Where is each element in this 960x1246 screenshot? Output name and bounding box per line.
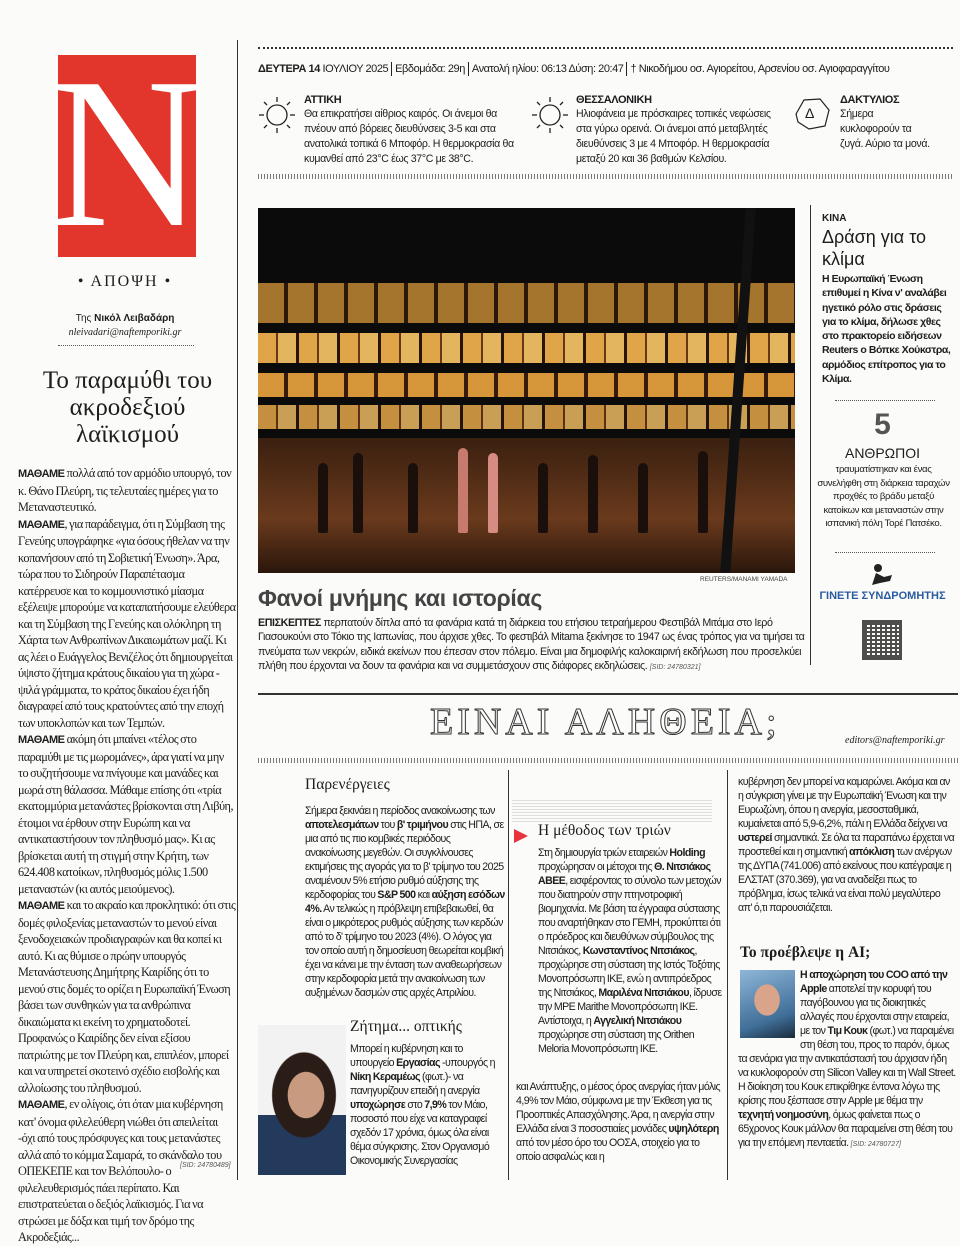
text-run: από τον μέσο όρο του ΟΟΣΑ, στοιχείο για το οποίο ασφαλώς και η xyxy=(516,1137,700,1163)
stat-label: ΑΝΘΡΩΠΟΙ xyxy=(844,445,921,461)
text-run: , για παράδειγμα, ότι η Σύμβαση της Γενεύης υπογράφηκε «για όσους ήθελαν να την κοπανήσουν από τη Σοβιετική Ένωση». Άρα, τώρα που το Σιδηρούν Παραπέτασμα κατέρρευσε και το κομμουνιστικό μίασμα εξέλειψε μπορούμε να καταπατήσουμε ελεύθερα και τη Σύμβαση της Γενεύης και ολόκληρη τη Χάρτα των Ανθρωπίνων Δικαιωμάτων μαζί. Κι ας λέει ο Ευάγγελος Βενιζέλος ότι δημιουργείται ύψιστο ζήτημα κράτους δικαίου για τη χώρα - ψιλά γράμματα, το κράτος δικαίου έχει ήδη διαγραφεί από τους κρατούντες από την εποχή των υποκλοπών και των Τεμπών. xyxy=(18,516,236,730)
subscribe-link[interactable]: ΓΙΝΕΤΕ ΣΥΝΔΡΟΜΗΤΗΣ xyxy=(819,590,946,602)
text-run: ακόμη ότι μπαίνει «τέλος στο παραμύθι με τις μωρομάνες», άρα γιατί να μην το συζητήσουμε να πνίγουμε και μανάδες και μωρά στη θάλασσα. Μάθαμε επίσης ότι «τρία εκατομμύρια μετανάστες βρίσκονται στη Λιβύη, έτοιμοι να έρθουν στην Ευρώπη και να αντικαταστήσουν τον πληθυσμό μας». Κι ας βρίσκεται αυτή τη στιγμή στην Κρήτη, των 624.408 κατοίκων, πληθυσμός μόλις 1.500 μεταναστών (κι αυτός μειούμενος). xyxy=(18,732,234,896)
story-id: [SID: 24780321] xyxy=(649,663,701,671)
weather-region: ΔΑΚΤΥΛΙΟΣ xyxy=(840,94,900,106)
text-run: , προχώρησε στη σύσταση της Ιστός Τοξότης Μονοπρόσωπη ΙΚΕ, ενώ η αντιπρόεδρος της Νιτσιάκος, xyxy=(538,945,720,999)
photo-credit: REUTERS/MANAMI YAMADA xyxy=(700,576,788,583)
sidebar-text: Η Ευρωπαϊκή Ένωση επιθυμεί η Κίνα ν' αναλάβει ηγετικό ρόλο στις δράσεις για το κλίμα, δήλωσε χθες στο πρακτορείο ειδήσεων Reuters ο Βόπκε Χούκστρα, αρμόδιος επίτροπος για το Κλίμα. xyxy=(822,273,951,386)
text-run: β' τριμήνου xyxy=(396,819,449,831)
section-rule xyxy=(258,693,958,695)
sun-times: Ανατολή ηλίου: 06:13 Δύση: 20:47 xyxy=(471,62,624,75)
paragraph xyxy=(18,465,236,516)
reader-icon xyxy=(870,563,894,587)
text-run: προχώρησε στη σύσταση της Orithen Meloria Μονοπρόσωπη ΙΚΕ. xyxy=(538,1029,695,1055)
dateline xyxy=(258,62,958,76)
text-run: στις ΗΠΑ, σε μια από τις πιο κομβικές περιόδους ανακοίνωσης μεγεθών. Οι συγκλίνουσες εκτιμήσεις της αγοράς για το β' τρίμηνο του 2025 αναμένουν 5% ετήσιο ρυθμό αύξησης της κερδοφορίας του xyxy=(305,819,504,901)
stat-number: 5 xyxy=(874,408,891,441)
byline xyxy=(0,313,250,324)
stat-text: τραυματίστηκαν και ένας συνελήφθη στη διάρκεια ταραχών προχθές το βράδυ μεταξύ κατοίκων και μεταναστών στην ισπανική πόλη Τορέ Πατσέκο. xyxy=(817,464,950,529)
text-run: Μαριλένα Νιτσιάκου xyxy=(598,987,689,999)
divider xyxy=(835,552,935,553)
item-body xyxy=(350,1042,506,1168)
divider xyxy=(258,174,953,179)
weather-thessaloniki xyxy=(576,94,784,167)
text-run: Νίκη Κεραμέως xyxy=(350,1071,420,1083)
paragraph xyxy=(18,897,236,1096)
item-body-continued xyxy=(738,775,956,915)
text-run: αύξηση εσόδων 4%. xyxy=(305,889,505,915)
newspaper-logo xyxy=(49,32,205,272)
caption-lead: ΕΠΙΣΚΕΠΤΕΣ xyxy=(258,617,321,629)
column-divider xyxy=(237,40,238,1180)
item-title: Το προέβλεψε η AI; xyxy=(740,944,871,961)
editors-email[interactable]: editors@naftemporiki.gr xyxy=(845,735,945,746)
text-run: ΜΑΘΑΜΕ xyxy=(18,1099,65,1111)
column-divider xyxy=(810,205,811,665)
text-run: Αγγελική Νιτσιάκου xyxy=(593,1015,682,1027)
ring-symbol: Δ xyxy=(805,105,815,121)
week: Εβδομάδα: 29η xyxy=(395,62,465,75)
sidebar-kicker: ΚΙΝΑ xyxy=(822,213,847,224)
text-run: και Ανάπτυξης, ο μέσος όρος ανεργίας ήταν μόλις 4,9% τον Μάιο, σύμφωνα με την Έκθεση για τις Προοπτικές Απασχόλησης. Άρα, η ανεργία στην Ελλάδα είναι 3 ποσοστιαίες μονάδες xyxy=(516,1081,721,1135)
text-run: τον Μάιο, ποσοστό που είχε να καταγραφεί σχεδόν 17 χρόνια, όμως όλα είναι θέμα σύγκρισης. Στον Οργανισμό Οικονομικής Συνεργασίας xyxy=(350,1099,490,1167)
sun-icon xyxy=(530,95,570,135)
weather-ring xyxy=(840,94,935,152)
text-run: Τιμ Κουκ xyxy=(827,1025,868,1037)
text-run: Σήμερα ξεκινάει η περίοδος ανακοίνωσης των xyxy=(305,805,495,817)
text-run: στο xyxy=(405,1099,425,1111)
text-run: αποτελεί την κορυφή του παγόβουνου για τις διοικητικές αλλαγές που έρχονται στην εταιρεία, με τον xyxy=(800,983,950,1037)
text-run: υποχώρησε xyxy=(350,1099,406,1111)
top-rule xyxy=(258,47,953,49)
story-id: [SID: 24780489] xyxy=(180,1162,231,1169)
weather-text: Ηλιοφάνεια με πρόσκαιρες τοπικές νεφώσεις στα γύρω ορεινά. Οι άνεμοι από μεταβλητές διευθύνσεις 3 με 4 Μποφόρ. Η θερμοκρασία μεταξύ 20 και 36 βαθμών Κελσίου. xyxy=(576,108,771,165)
traffic-ring-icon xyxy=(792,96,832,132)
qr-code[interactable] xyxy=(862,620,902,660)
text-run: ΜΑΘΑΜΕ xyxy=(18,734,65,746)
text-run: Εργασίας xyxy=(396,1057,440,1069)
sidebar-title: Δράση για το κλίμα xyxy=(822,227,927,269)
item-title: Ζήτημα... οπτικής xyxy=(350,1018,462,1035)
section-label: • ΑΠΟΨΗ • xyxy=(77,273,173,290)
text-run: υστερεί xyxy=(738,832,772,844)
weather-region: ΑΤΤΙΚΗ xyxy=(304,94,342,106)
section-title: ΕΙΝΑΙ ΑΛΗΘΕΙΑ; xyxy=(430,701,781,743)
paragraph xyxy=(18,1096,236,1246)
text-run: Κωνσταντίνος Νιτσιάκος xyxy=(582,945,695,957)
author-name: Νικόλ Λειβαδάρη xyxy=(94,313,175,324)
text-run: ΜΑΘΑΜΕ xyxy=(18,518,65,531)
weather-region: ΘΕΣΣΑΛΟΝΙΚΗ xyxy=(576,94,652,106)
opinion-body xyxy=(18,465,236,1246)
pattern xyxy=(512,800,712,822)
arrow-marker-icon xyxy=(514,829,528,843)
text-run: ΜΑΘΑΜΕ xyxy=(18,900,65,912)
item-title: Η μέθοδος των τριών xyxy=(538,822,671,839)
photo-story-title: Φανοί μνήμης και ιστορίας xyxy=(258,585,543,611)
caption-text: περπατούν δίπλα από τα φανάρια κατά τη διάρκεια του ετήσιου τετραήμερου Φεστιβάλ Μιτάμα στο Ιερό Γιασουκούνι στο Τόκιο της Ιαπωνίας, που άρχισε χθες. Το φεστιβάλ Mitama ξεκίνησε το 1947 ως ένας τρόπος για να τιμήσει τα πνεύματα των νεκρών, ειδικά εκείνων που έπεσαν στον πόλεμο. Είναι μια δημοφιλής καλοκαιρινή εκδήλωση που προσελκύει πλήθη που έρχονται να δουν τα φανάρια και να συμμετάσχουν στις διάφορες εκδηλώσεις. xyxy=(258,617,805,672)
item-body xyxy=(538,846,722,1056)
column-divider xyxy=(508,770,509,1180)
divider xyxy=(835,400,935,401)
text-run: S&P 500 xyxy=(377,889,416,901)
lantern-festival-photo xyxy=(258,208,795,573)
day: ΔΕΥΤΕΡΑ 14 xyxy=(258,62,320,75)
text-run: Αν τελικώς η πρόβλεψη επιβεβαιωθεί, θα είναι ο μικρότερος ρυθμός αύξησης των κερδών από το δ' τρίμηνο του 2023 (4%). Ο λόγος για τον οποίο αυτή η δημοσίευση θεωρείται κομβική έχει να κάνει με την ένταση των αναθεωρήσεων στην κερδοφορία μετά την ανακοίνωση των αυξημένων δασμών στις αρχές Απριλίου. xyxy=(305,903,504,999)
item-title: Παρενέργειες xyxy=(305,776,390,793)
text-run: Μπορεί η κυβέρνηση και το υπουργείο xyxy=(350,1043,463,1069)
byline-prefix: Της xyxy=(75,313,95,324)
text-run: προχώρησαν οι μέτοχοι της xyxy=(538,861,655,873)
divider xyxy=(58,345,194,346)
text-run: (φωτ.)- να πανηγυρίζουν επειδή η ανεργία xyxy=(350,1071,480,1097)
text-run: του xyxy=(378,819,397,831)
text-run: Θ. Νιτσιάκος ΑΒΕΕ xyxy=(538,861,711,887)
text-run: και xyxy=(415,889,432,901)
logo-letter: N xyxy=(49,32,205,272)
item-body xyxy=(738,968,956,1152)
text-run: αποτελεσμάτων xyxy=(305,819,379,831)
text-run: κυβέρνηση δεν μπορεί να καμαρώνει. Ακόμα και αν η σύγκριση γίνει με την Ευρωπαϊκή Ένωση και την Ευρωζώνη, όπου η ανεργία, μεσοσταθμικά, κυμαίνεται από 5,9-6,2%, πάλι η Ελλάδα δείχνει να xyxy=(738,776,950,830)
text-run: (φωτ.) να παραμένει στη θέση του, προς το παρόν, όμως τα σενάρια για την αντικατάστασή του άρχισαν ήδη να κυκλοφορούν στη Silicon Valley και τη Wall Street. Η διοίκηση του Κουκ επικρίθηκε έντονα λόγω της κρίσης που ξέσπασε στην Apple με θέμα την xyxy=(738,1025,956,1107)
text-run: , ίδρυσε την ΜΡΕ Marithe Μονοπρόσωπη ΙΚΕ. Αντίστοιχα, η xyxy=(538,987,722,1027)
text-run: , εισφέροντας το σύνολο των μετοχών που διατηρούν στην πτηνοτροφική βιομηχανία. Με βάση τα έγγραφα σύστασης που αναρτήθηκαν στο ΓΕΜΗ, προκύπτει ότι ο πρόεδρος και διευθύνων σύμβουλος της Νιτσιάκος, xyxy=(538,875,722,957)
text-run: τεχνητή νοημοσύνη xyxy=(738,1109,829,1121)
item-body xyxy=(305,804,505,1000)
weather-attica xyxy=(304,94,516,167)
text-run: των ανέργων της ΔΥΠΑ (741.006) από εκείνους που κατέγραψε η ΕΛΣΤΑΤ (370.369), για να αναδείξει πως το πρόβλημα, ίσως τελικά να είναι πολύ μεγαλύτερο απ' ό,τι παρουσιάζεται. xyxy=(738,846,952,914)
text-run: 7,9% xyxy=(424,1099,447,1111)
author-email[interactable]: nleivadari@naftemporiki.gr xyxy=(68,327,182,338)
text-run: ΜΑΘΑΜΕ xyxy=(18,468,65,480)
column-divider xyxy=(727,770,728,1180)
story-id: [SID: 24780727] xyxy=(850,1141,901,1148)
paragraph xyxy=(18,516,236,732)
text-run: και το ακραίο και προκλητικό: ότι στις δομές φιλοξενίας μεταναστών το μενού είναι ξενοδοχειακών προδιαγραφών και θα κοπεί κι αυτό. Κι ας θύμισε ο πρώην υπουργός Μετανάστευσης Δημήτρης Καιρίδης ότι το μενού στις δομές το ορίζει η Ευρωπαϊκή Ένωση βάσει των συνθηκών για τα ανθρώπινα δικαιώματα κι εκείνη το χρηματοδοτεί. Προφανώς ο Καιρίδης δεν είναι εξίσου πατριώτης με τον Πλεύρη και, επιπλέον, μπορεί και να υπηρετεί σκοτεινό σχέδιο εισβολής και αλλοίωσης του πληθυσμού. xyxy=(18,898,236,1095)
weather-text: Σήμερα κυκλοφορούν τα ζυγά. Αύριο τα μονά. xyxy=(840,108,930,150)
text-run: -υπουργός η xyxy=(439,1057,495,1069)
text-run: Holding xyxy=(669,847,705,859)
weather-text: Θα επικρατήσει αίθριος καιρός. Οι άνεμοι θα πνέουν από βόρειες διευθύνσεις 3-5 και στα ανατολικά τοπικά 6 Μποφόρ. Η θερμοκρασία θα κυμανθεί από 23°C έως 37°C με 38°C. xyxy=(304,108,514,165)
optics-text xyxy=(350,1043,495,1167)
text-run: , όμως φαίνεται πως ο 65χρονος Κουκ μάλλον θα παραμείνει στη θέση του για την επόμενη πενταετία. xyxy=(738,1109,953,1149)
text-run: σημαντικά. Σε όλα τα παραπάνω έρχεται να προστεθεί και η σημαντική xyxy=(738,832,955,858)
text-run: πολλά από τον αρμόδιο υπουργό, τον κ. Θάνο Πλεύρη, τις τελευταίες ημέρες για το Μεταναστευτικό. xyxy=(18,466,232,514)
text-run: απόκλιση xyxy=(849,846,895,858)
opinion-title: Το παραμύθι του ακροδεξιού λαϊκισμού xyxy=(42,367,213,448)
sun-icon xyxy=(257,95,297,135)
saints-day: † Νικοδήμου οσ. Αγιορείτου, Αρσενίου οσ. Αγιοφαραγγίτου xyxy=(630,62,890,75)
date: ΙΟΥΛΙΟΥ 2025 xyxy=(322,62,389,75)
text-run: Στη δημιουργία τριών εταιρειών xyxy=(538,847,670,859)
minister-photo xyxy=(258,1025,346,1175)
text-run: , εν ολίγοις, ότι όταν μια κυβέρνηση κατ' όνομα φιλελεύθερη νιώθει ότι απειλείται -όχι από τους πρόσφυγες και τους μετανάστες αλλά από το κόμμα Σαμαρά, το σκάνδαλο του ΟΠΕΚΕΠΕ και τον Βελόπουλο- ο φιλελευθερισμός πάει περίπατο. Και επιστρατεύεται ο δεξιός λαϊκισμός. Για να στρώσει με δόξα και τιμή τον δρόμο της Ακροδεξιάς... xyxy=(18,1097,223,1244)
text-run: υψηλότερη xyxy=(668,1123,719,1135)
text-run: Η αποχώρηση του COO από την Apple xyxy=(800,969,948,995)
item-body-continued xyxy=(516,1080,724,1164)
paragraph xyxy=(18,731,236,897)
photo-caption xyxy=(258,616,806,675)
divider xyxy=(258,758,958,763)
photo-float xyxy=(738,968,800,1040)
